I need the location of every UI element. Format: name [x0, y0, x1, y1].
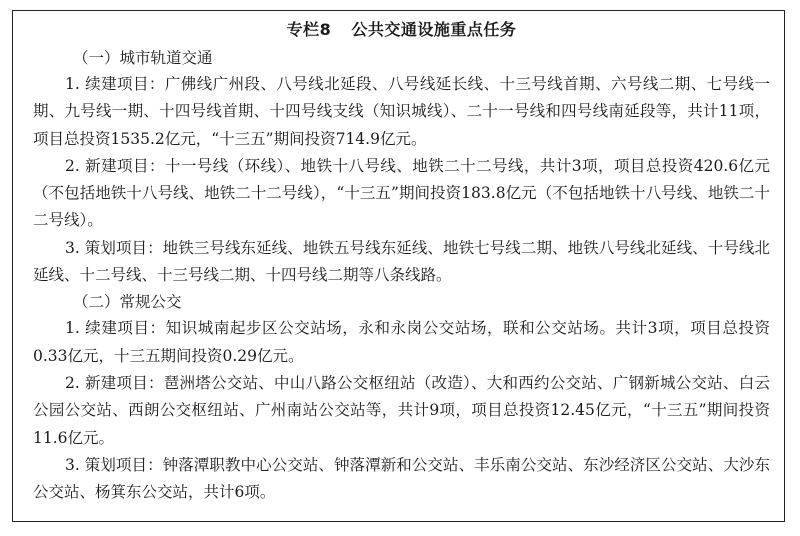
section-heading-bus: （二）常规公交 [73, 293, 182, 312]
rail-new-projects: 2. 新建项目：十一号线（环线）、地铁十八号线、地铁二十二号线，共计3项，项目总投资420.6亿元（不包括地铁十八号线、地铁二十二号线），“十三五”期间投资183.8亿元（不包括地铁十八号线、地铁二十二号线）。 [33, 156, 770, 230]
rail-planned-projects: 3. 策划项目：地铁三号线东延线、地铁五号线东延线、地铁七号线二期、地铁八号线北延线、十号线北延线、十二号线、十三号线二期、十四号线二期等八条线路。 [33, 238, 770, 285]
feature-box [12, 10, 785, 522]
bus-continuing-projects: 1. 续建项目：知识城南起步区公交站场，永和永岗公交站场，联和公交站场。共计3项，项目总投资0.33亿元，十三五期间投资0.29亿元。 [33, 319, 770, 365]
bus-planned-projects: 3. 策划项目：钟落潭职教中心公交站、钟落潭新和公交站、丰乐南公交站、东沙经济区公交站、大沙东公交站、杨箕东公交站，共计6项。 [33, 455, 770, 502]
box-label: 专栏8 [286, 20, 332, 39]
bus-new-projects: 2. 新建项目：琶洲塔公交站、中山八路公交枢纽站（改造）、大和西约公交站、广钢新城公交站、白云公园公交站、西朗公交枢纽站、广州南站公交站等，共计9项，项目总投资12.45亿元，“十三五”期间投资11.6亿元。 [33, 373, 770, 447]
rail-continuing-projects: 1. 续建项目：广佛线广州段、八号线北延段、八号线延长线、十三号线首期、六号线二期、七号线一期、九号线一期、十四号线首期、十四号线支线（知识城线）、二十一号线和四号线南延段等，共计11项，项目总投资1535.2亿元，“十三五”期间投资714.9亿元。 [33, 75, 770, 148]
box-title-text: 公共交通设施重点任务 [351, 20, 517, 39]
section-heading-rail: （一）城市轨道交通 [73, 49, 213, 67]
box-title [33, 19, 770, 41]
